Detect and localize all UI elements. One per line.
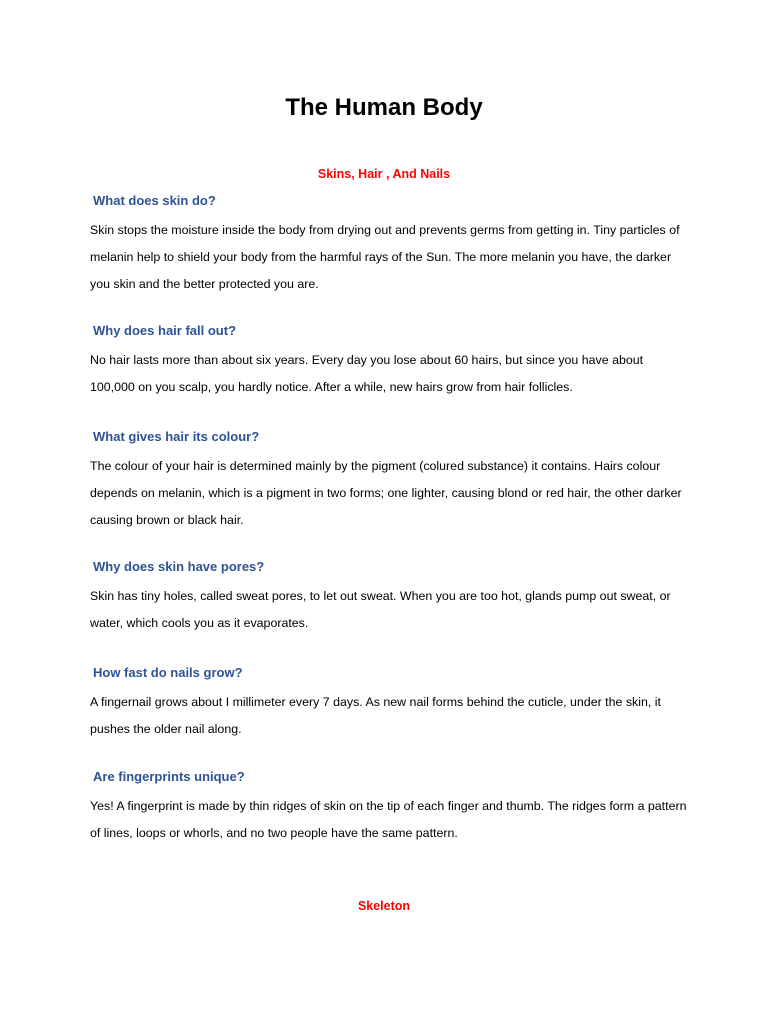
answer-paragraph: Yes! A fingerprint is made by thin ridges of skin on the tip of each finger and thumb. The ridges form a pattern of lines, loops or whorls, and no two people have the same pattern. xyxy=(90,799,687,840)
question-heading: Are fingerprints unique? xyxy=(93,769,245,784)
answer-paragraph: Skin stops the moisture inside the body from drying out and prevents germs from getting in. Tiny particles of melanin help to shield your body from the harmful rays of the Sun. The more melanin you have, the darker you skin and the better protected you are. xyxy=(90,223,680,291)
section-heading-skins-hair-nails: Skins, Hair , And Nails xyxy=(317,167,451,181)
answer-paragraph: No hair lasts more than about six years. Every day you lose about 60 hairs, but since you have about 100,000 on you scalp, you hardly notice. After a while, new hairs grow from hair follicles. xyxy=(90,353,644,394)
qa-block xyxy=(90,768,690,847)
answer-paragraph: A fingernail grows about I millimeter every 7 days. As new nail forms behind the cuticle, under the skin, it pushes the older nail along. xyxy=(90,695,661,736)
section-heading-skeleton: Skeleton xyxy=(357,899,411,913)
qa-block xyxy=(90,664,690,743)
qa-block xyxy=(90,322,690,401)
qa-block xyxy=(90,428,690,534)
question-heading: What does skin do? xyxy=(93,193,216,208)
document-title: The Human Body xyxy=(285,94,483,121)
qa-block xyxy=(90,192,690,298)
qa-block xyxy=(90,558,690,637)
question-heading: How fast do nails grow? xyxy=(93,665,243,680)
answer-paragraph: The colour of your hair is determined mainly by the pigment (colured substance) it contains. Hairs colour depends on melanin, which is a pigment in two forms; one lighter, causing blond or red hair, the other darker causing brown or black hair. xyxy=(90,459,682,527)
question-heading: What gives hair its colour? xyxy=(93,429,260,444)
question-heading: Why does hair fall out? xyxy=(93,323,237,338)
question-heading: Why does skin have pores? xyxy=(93,559,265,574)
answer-paragraph: Skin has tiny holes, called sweat pores, to let out sweat. When you are too hot, glands pump out sweat, or water, which cools you as it evaporates. xyxy=(90,589,671,630)
